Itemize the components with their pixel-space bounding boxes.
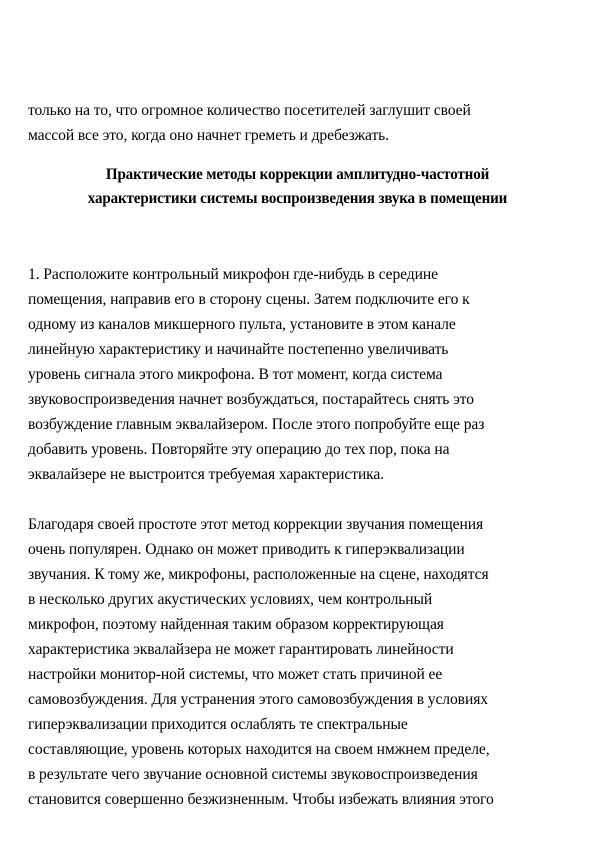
paragraph1-line: помещения, направив его в сторону сцены. Затем подключите его к — [28, 291, 470, 308]
paragraph1-line: возбуждение главным эквалайзером. После этого попробуйте еще раз — [28, 416, 485, 433]
intro-line: только на то, что огромное количество посетителей заглушит своей — [28, 102, 471, 119]
paragraph2-line: гиперэквализации приходится ослаблять те спектральные — [28, 716, 408, 733]
section-heading-line: характеристики системы воспроизведения звука в помещении — [87, 190, 508, 207]
paragraph1-line: линейную характеристику и начинайте постепенно увеличивать — [28, 341, 449, 358]
paragraph2-line: в результате чего звучание основной системы звуковоспроизведения — [28, 766, 478, 783]
paragraph2-line: в несколько других акустических условиях, чем контрольный — [28, 591, 433, 608]
paragraph1-line: добавить уровень. Повторяйте эту операцию до тех пор, пока на — [28, 441, 450, 458]
paragraph1-line: 1. Расположите контрольный микрофон где-нибудь в середине — [28, 266, 438, 283]
paragraph2-line: звучания. К тому же, микрофоны, расположенные на сцене, находятся — [28, 566, 489, 583]
paragraph1-line: звуковоспроизведения начнет возбуждаться, постарайтесь снять это — [28, 391, 474, 408]
intro-line: массой все это, когда оно начнет греметь и дребезжать. — [28, 127, 389, 144]
paragraph1-line: эквалайзере не выстроится требуемая характеристика. — [28, 466, 385, 483]
paragraph2-line: самовозбуждения. Для устранения этого самовозбуждения в условиях — [28, 691, 488, 708]
paragraph1-line: одному из каналов микшерного пульта, установите в этом канале — [28, 316, 456, 333]
paragraph2-line: настройки монитор-ной системы, что может стать причиной ее — [28, 666, 443, 683]
paragraph2-line: Благодаря своей простоте этот метод коррекции звучания помещения — [28, 516, 484, 533]
section-heading-line: Практические методы коррекции амплитудно-частотной — [105, 166, 490, 183]
paragraph1-line: уровень сигнала этого микрофона. В тот момент, когда система — [28, 366, 443, 383]
paragraph2-line: характеристика эквалайзера не может гарантировать линейности — [28, 641, 454, 658]
paragraph2-line: становится совершенно безжизненным. Чтобы избежать влияния этого — [28, 791, 494, 808]
paragraph2-line: микрофон, поэтому найденная таким образом корректирующая — [28, 616, 444, 633]
paragraph2-line: составляющие, уровень которых находится на своем нмжнем пределе, — [28, 741, 490, 758]
paragraph2-line: очень популярен. Однако он может приводить к гиперэквализации — [28, 541, 465, 558]
